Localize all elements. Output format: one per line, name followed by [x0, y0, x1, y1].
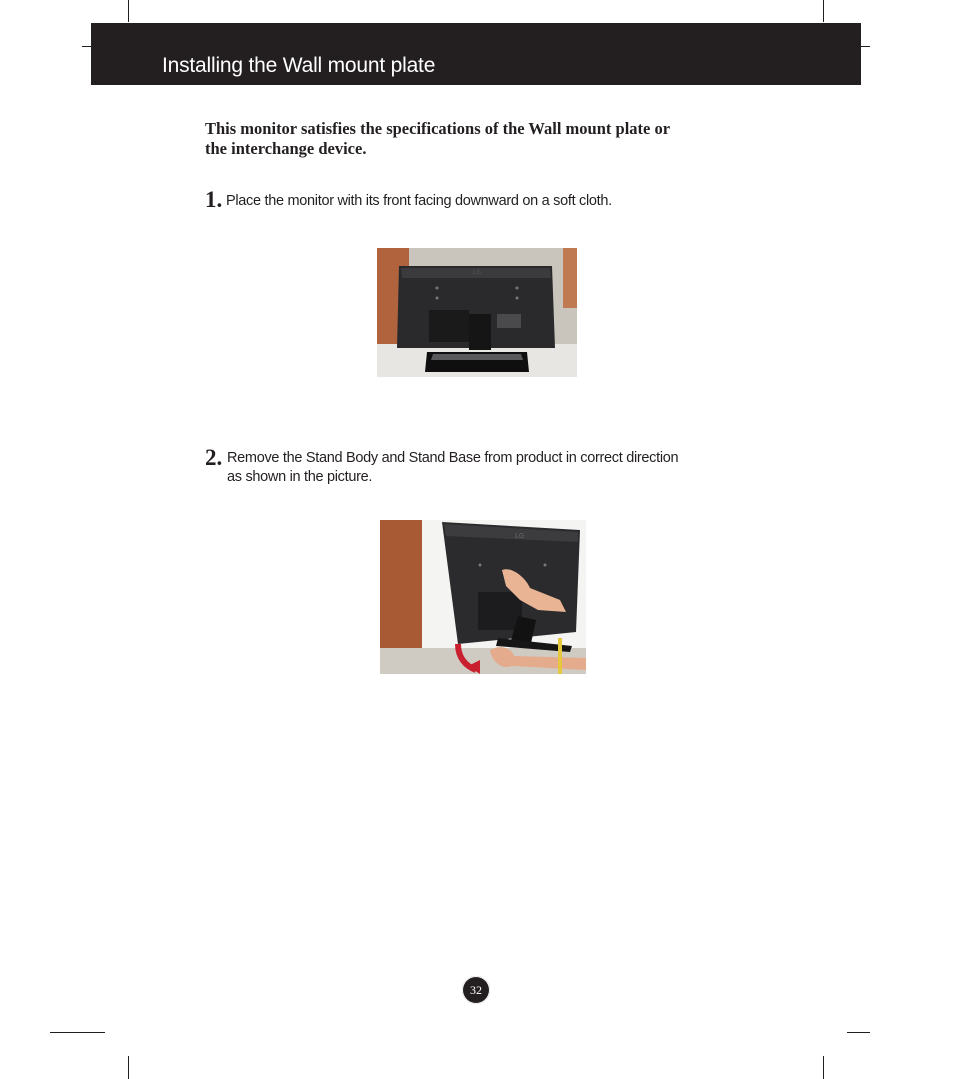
svg-text:LG: LG [515, 532, 525, 540]
crop-mark [50, 1032, 105, 1033]
step-1-photo [377, 248, 577, 377]
page-title: Installing the Wall mount plate [162, 54, 436, 77]
step-2-text [227, 449, 678, 487]
crop-mark [823, 1056, 824, 1079]
page-number: 32 [470, 982, 482, 997]
section-header [91, 23, 861, 85]
step-2-photo [380, 520, 586, 674]
step-line: Place the monitor with its front facing downward on a soft cloth. [226, 193, 612, 209]
monitor-face-down-illustration [377, 248, 577, 377]
intro-text [205, 119, 765, 159]
step-line: as shown in the picture. [227, 469, 373, 485]
crop-mark [860, 46, 870, 47]
page-number-badge [462, 976, 490, 1004]
svg-text:LG: LG [473, 269, 481, 276]
intro-line: the interchange device. [205, 139, 367, 158]
crop-mark [128, 0, 129, 22]
step-1-text [226, 192, 612, 211]
intro-line: This monitor satisfies the specifications of the Wall mount plate or [205, 119, 671, 138]
step-2-number: 2. [205, 445, 223, 470]
crop-mark [128, 1056, 129, 1079]
step-line: Remove the Stand Body and Stand Base from product in correct direction [227, 450, 679, 466]
crop-mark [823, 0, 824, 22]
stand-removal-illustration [380, 520, 586, 674]
step-1-number: 1. [205, 187, 223, 212]
crop-mark [847, 1032, 870, 1033]
